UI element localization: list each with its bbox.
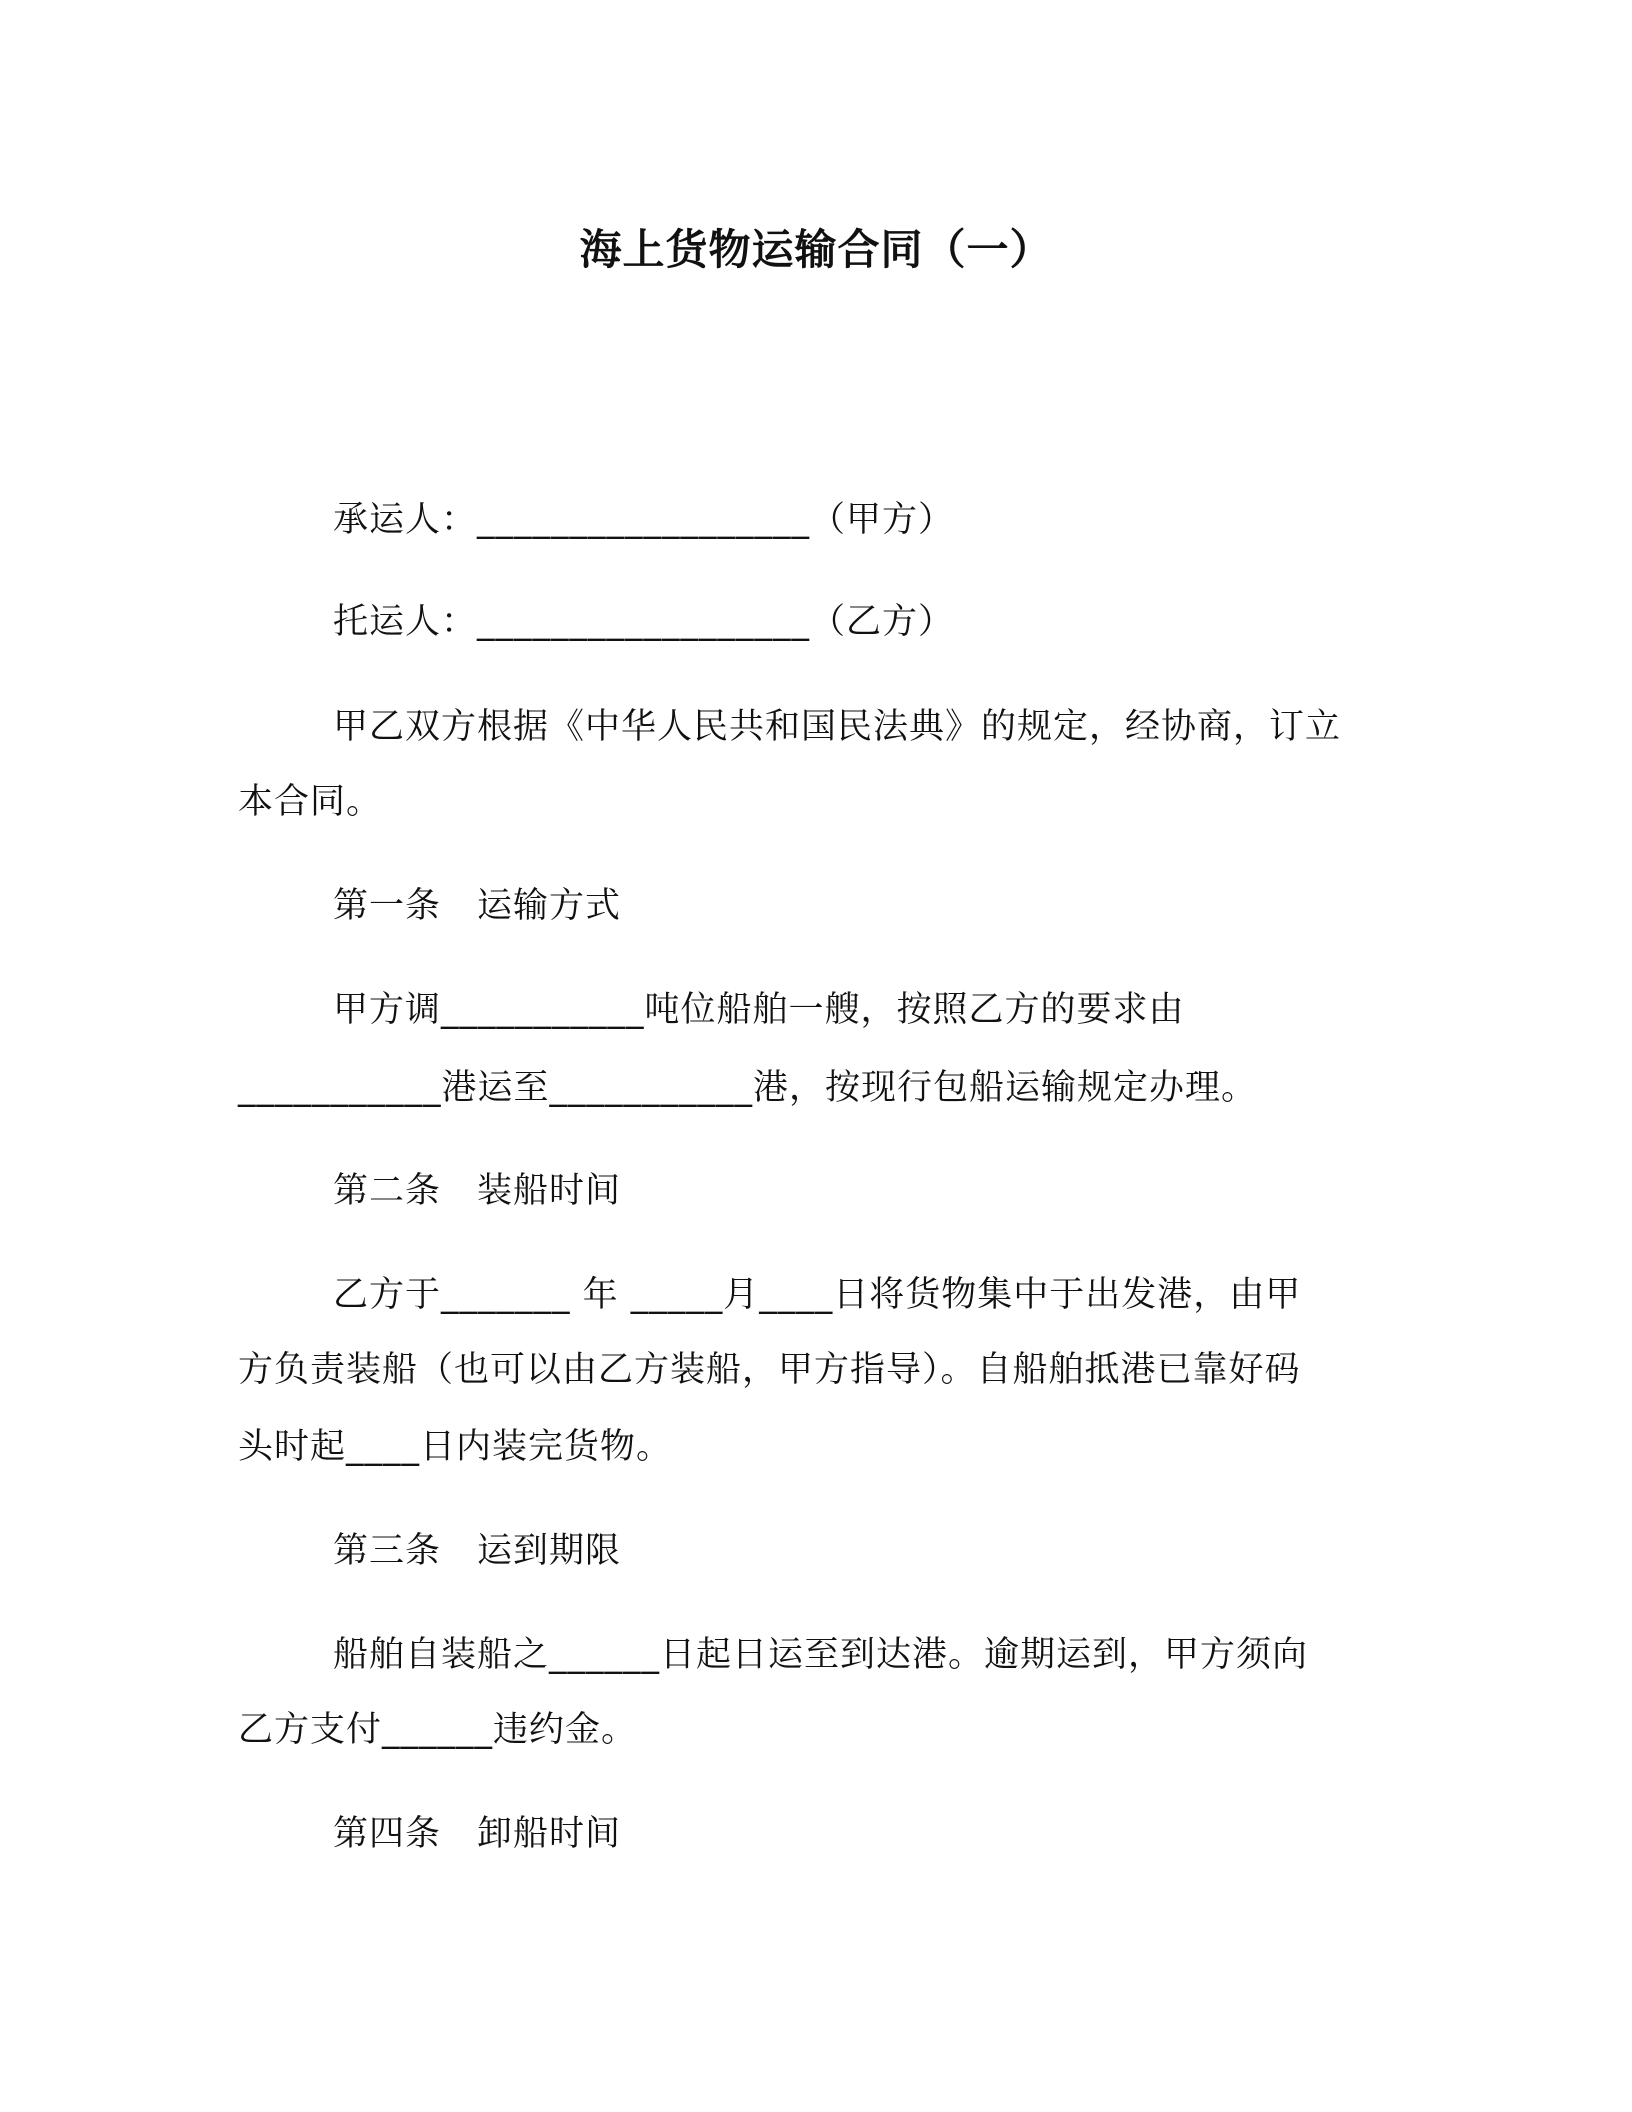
article-3-line-2: 乙方支付______违约金。 [238,1710,638,1750]
document-title: 海上货物运输合同（一） [579,225,1053,274]
article-3-heading: 第三条 运到期限 [333,1531,622,1571]
article-3-line-1: 船舶自装船之______日起日运至到达港。逾期运到，甲方须向 [333,1635,1309,1675]
article-2-line-2: 方负责装船（也可以由乙方装船，甲方指导）。自船舶抵港已靠好码 [238,1350,1301,1390]
article-4-heading: 第四条 卸船时间 [333,1814,622,1854]
article-1-line-1: 甲方调___________吨位船舶一艘，按照乙方的要求由 [333,990,1185,1030]
carrier-line: 承运人：__________________（甲方） [333,500,955,540]
preamble-line-1: 甲乙双方根据《中华人民共和国民法典》的规定，经协商，订立 [333,707,1342,747]
shipper-line: 托运人：__________________（乙方） [333,602,955,642]
article-2-line-1: 乙方于_______ 年 _____月____日将货物集中于出发港，由甲 [333,1275,1302,1315]
article-2-line-3: 头时起____日内装完货物。 [238,1427,673,1467]
article-1-heading: 第一条 运输方式 [333,886,622,926]
preamble-line-2: 本合同。 [238,782,383,822]
article-1-line-2: ___________港运至___________港，按现行包船运输规定办理。 [238,1068,1258,1108]
article-2-heading: 第二条 装船时间 [333,1171,622,1211]
